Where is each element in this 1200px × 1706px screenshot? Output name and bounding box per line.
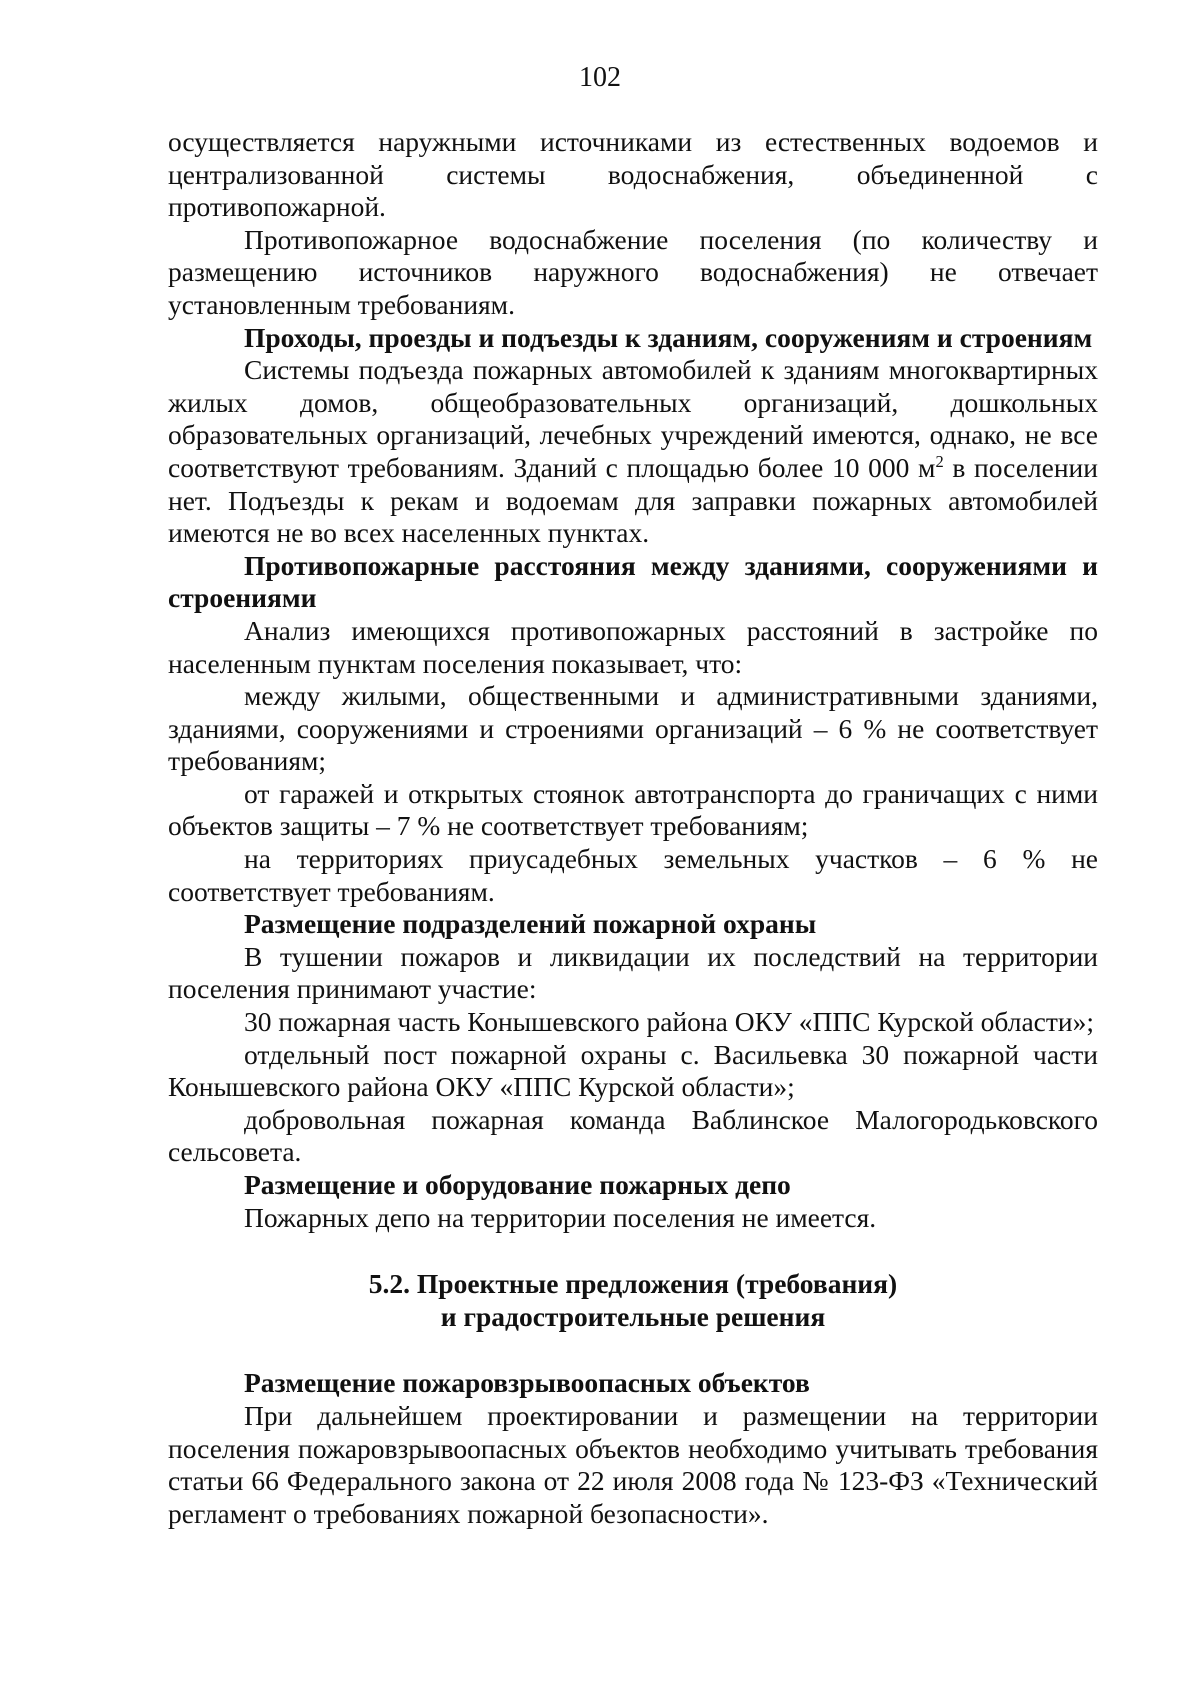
paragraph-fire-post: отдельный пост пожарной охраны с. Васильевка 30 пожарной части Конышевского района ОКУ «ППС Курской области»; bbox=[168, 1038, 1098, 1103]
heading-passages: Проходы, проезды и подъезды к зданиям, сооружениям и строениям bbox=[244, 321, 1093, 353]
heading-explosive-objects: Размещение пожаровзрывоопасных объектов bbox=[244, 1367, 810, 1399]
paragraph-access-systems-part2: в поселении нет. Подъезды к рекам и водоемам для заправки пожарных автомобилей имеются не во всех населенных пунктах. bbox=[168, 451, 1098, 549]
paragraph-fire-station-30: 30 пожарная часть Конышевского района ОКУ «ППС Курской области»; bbox=[244, 1006, 1095, 1038]
paragraph-firefighting-participants: В тушении пожаров и ликвидации их последствий на территории поселения принимают участие: bbox=[168, 940, 1098, 1005]
heading-fire-distances: Противопожарные расстояния между зданиями, сооружениями и строениями bbox=[168, 549, 1098, 614]
paragraph-buildings-distance: между жилыми, общественными и административными зданиями, зданиями, сооружениями и строениями организаций – 6 % не соответствует требованиям; bbox=[168, 680, 1098, 777]
heading-fire-depot: Размещение и оборудование пожарных депо bbox=[244, 1169, 791, 1200]
paragraph-garages-distance: от гаражей и открытых стоянок автотранспорта до граничащих с ними объектов защиты – 7 % не соответствует требованиям; bbox=[168, 777, 1098, 842]
heading-fire-units: Размещение подразделений пожарной охраны bbox=[244, 908, 817, 940]
paragraph-no-depot: Пожарных депо на территории поселения не имеется. bbox=[244, 1201, 877, 1233]
paragraph-household-plots: на территориях приусадебных земельных участков – 6 % не соответствует требованиям. bbox=[168, 843, 1098, 907]
paragraph-analysis: Анализ имеющихся противопожарных расстояний в застройке по населенным пунктам поселения показывает, что: bbox=[168, 614, 1098, 679]
page-number: 102 bbox=[579, 62, 621, 93]
paragraph-access-systems bbox=[168, 354, 1098, 550]
paragraph-access-systems-part1: Системы подъезда пожарных автомобилей к зданиям многоквартирных жилых домов, общеобразовательных организаций, дошкольных образовательных организаций, лечебных учреждений имеются, однако, не все соответствуют требованиям. Зданий с площадью более 10 000 м bbox=[168, 354, 1098, 483]
section-title bbox=[168, 1268, 1098, 1333]
document-body bbox=[168, 126, 1098, 1530]
section-title-line-2: и градостроительные решения bbox=[440, 1300, 826, 1332]
paragraph-volunteer-team: добровольная пожарная команда Ваблинское Малогородьковского сельсовета. bbox=[168, 1103, 1098, 1168]
paragraph-design-requirements: При дальнейшем проектировании и размещении на территории поселения пожаровзрывоопасных объектов необходимо учитывать требования статьи 66 Федерального закона от 22 июля 2008 года № 123-ФЗ «Технический регламент о требованиях пожарной безопасности». bbox=[168, 1399, 1098, 1529]
paragraph-water-sources: осуществляется наружными источниками из естественных водоемов и централизованной системы водоснабжения, объединенной с противопожарной. bbox=[168, 126, 1098, 223]
paragraph-fire-water-supply: Противопожарное водоснабжение поселения (по количеству и размещению источников наружного водоснабжения) не отвечает установленным требованиям. bbox=[168, 223, 1098, 320]
superscript-2: 2 bbox=[935, 451, 944, 471]
section-title-line-1: 5.2. Проектные предложения (требования) bbox=[368, 1268, 898, 1300]
